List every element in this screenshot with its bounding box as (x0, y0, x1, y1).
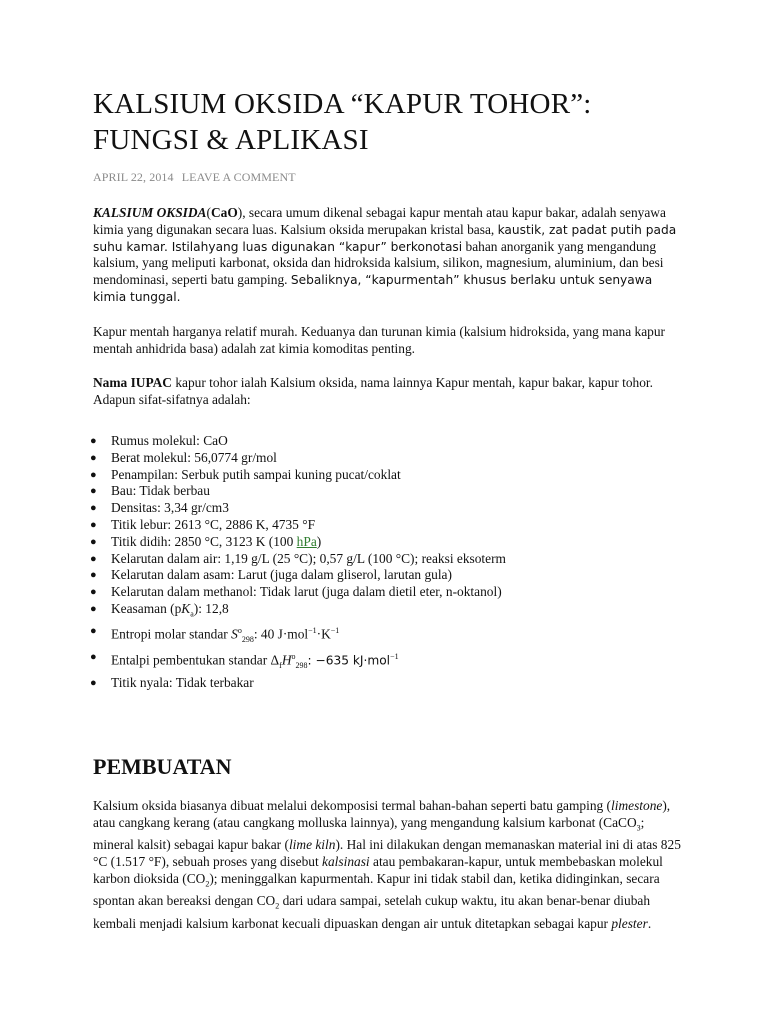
post-meta (93, 170, 683, 185)
body-text: ), atau cangkang kerang (atau cangkang molluska lainnya), yang mengandung kalsium karbonat (CaCO (93, 798, 671, 830)
list-item (90, 600, 683, 623)
post-date[interactable]: APRIL 22, 2014 (93, 170, 174, 184)
price-paragraph: Kapur mentah harganya relatif murah. Keduanya dan turunan kimia (kalsium hidroksida, yang mana kapur mentah anhidrida basa) adalah zat kimia komoditas penting. (93, 323, 666, 356)
prop-symbol: Δ (270, 652, 280, 668)
prop-symbol: S (231, 626, 238, 642)
prop-text: Titik didih: 2850 °C, 3123 K (100 (111, 533, 297, 549)
body-italic: plester (611, 915, 648, 931)
prop-superscript: o (291, 652, 296, 662)
intro-paragraph (93, 205, 683, 306)
prop-text: Kelarutan dalam methanol: Tidak larut (juga dalam dietil eter, n-oktanol) (111, 584, 502, 600)
intro-text-b: kaustik, zat padat putih pada suhu kamar. Istilahyang luas digunakan “kapur” berkonotasi (93, 222, 677, 254)
prop-superscript: −1 (390, 652, 399, 662)
bullet-icon: ● (90, 485, 97, 498)
bullet-icon: ● (90, 677, 97, 690)
bullet-icon: ● (90, 518, 97, 531)
body-text: . (647, 915, 652, 931)
prop-text: ·K (316, 626, 331, 642)
prop-superscript: o (237, 626, 242, 636)
list-item (90, 466, 683, 484)
hpa-link[interactable]: hPa (296, 533, 317, 549)
prop-text: Penampilan: Serbuk putih sampai kuning pucat/coklat (111, 466, 401, 482)
body-text: ; mineral kalsit) sebagai kapur bakar ( (93, 814, 645, 853)
leave-comment-link[interactable]: LEAVE A COMMENT (181, 170, 296, 184)
list-item (90, 432, 683, 450)
prop-text: Kelarutan dalam air: 1,19 g/L (25 °C); 0,57 g/L (100 °C); reaksi eksoterm (111, 550, 506, 566)
list-item (90, 675, 683, 692)
prop-text: Kelarutan dalam asam: Larut (juga dalam gliserol, larutan gula) (111, 567, 452, 583)
intro-text-a: ), secara umum dikenal sebagai kapur mentah atau kapur bakar, adalah senyawa kimia yang digunakan secara luas. Kalsium oksida merupakan kristal basa, (93, 205, 666, 237)
list-item (90, 649, 683, 675)
intro-formula: CaO (210, 205, 238, 220)
intro-text-d: Sebaliknya, “kapurmentah” khusus berlaku untuk senyawa kimia tunggal. (93, 273, 653, 304)
list-item (90, 584, 683, 601)
article (90, 86, 683, 933)
bullet-icon: ● (90, 569, 97, 582)
iupac-text: kapur tohor ialah Kalsium oksida, nama lainnya Kapur mentah, kapur bakar, kapur tohor. Adapun sifat-sifatnya adalah: (93, 375, 654, 408)
bullet-icon: ● (90, 451, 97, 464)
prop-text: Entropi molar standar (111, 626, 232, 642)
intro-open-paren: ( (206, 205, 211, 220)
body-text: ). Hal ini dilakukan dengan memanaskan material ini di atas 825 °C (1.517 °F), sebuah proses yang disebut (93, 837, 681, 870)
list-item (90, 550, 683, 568)
prop-text: Entalpi pembentukan standar (111, 652, 271, 668)
bullet-icon: ● (90, 625, 97, 638)
body-text: atau pembakaran-kapur, untuk membebaskan molekul karbon dioksida (CO (93, 854, 663, 886)
prop-text: Titik lebur: 2613 °C, 2886 K, 4735 °F (111, 516, 316, 532)
prop-subscript: f (279, 661, 282, 671)
prop-text: ): 12,8 (193, 600, 229, 616)
intro-term: KALSIUM OKSIDA (93, 205, 207, 220)
prop-text: ) (316, 533, 322, 549)
bullet-icon: ● (90, 434, 97, 447)
list-item (90, 483, 683, 500)
prop-text: Densitas: 3,34 gr/cm3 (111, 500, 229, 516)
list-item (90, 623, 683, 649)
prop-text: : −635 kJ·mol (307, 653, 391, 668)
prop-text: : 40 J·mol (253, 626, 309, 642)
prop-text: Rumus molekul: CaO (111, 432, 228, 448)
prop-superscript: −1 (330, 626, 340, 636)
bullet-icon: ● (90, 502, 97, 515)
bullet-icon: ● (90, 468, 97, 481)
prop-symbol: H (281, 652, 292, 668)
prop-text: Berat molekul: 56,0774 gr/mol (111, 449, 277, 465)
section-heading: PEMBUATAN (93, 754, 232, 780)
prop-text: Bau: Tidak berbau (111, 483, 210, 499)
body-text: Kalsium oksida biasanya dibuat melalui dekomposisi termal bahan-bahan seperti batu gamping ( (93, 798, 612, 814)
bullet-icon: ● (90, 535, 97, 548)
list-item (90, 500, 683, 517)
list-item (90, 533, 683, 551)
article-title: KALSIUM OKSIDA “KAPUR TOHOR”: FUNGSI & APLIKASI (93, 88, 592, 156)
bullet-icon: ● (90, 552, 97, 565)
body-italic: lime kiln (288, 837, 336, 853)
bullet-icon: ● (90, 602, 97, 615)
body-italic: limestone (611, 798, 663, 814)
prop-subscript: 298 (295, 661, 308, 671)
intro-text-c: bahan anorganik yang mengandung kalsium, yang meliputi karbonat, oksida dan hidroksida kalsium, silikon, magnesium, aluminium, dan besi mendominasi, seperti batu gamping. (93, 238, 664, 288)
list-item (90, 516, 683, 534)
list-item (90, 449, 683, 467)
prop-symbol: K (181, 600, 191, 616)
bullet-icon: ● (90, 651, 97, 664)
body-text: dari udara sampai, setelah cukup waktu, itu akan benar-benar diubah kembali menjadi kalsium karbonat kecuali dipuaskan dengan air untuk ditetapkan sebagai kapur (93, 893, 651, 931)
prop-text: Titik nyala: Tidak terbakar (111, 675, 254, 691)
iupac-paragraph (93, 375, 683, 409)
prop-subscript: 298 (241, 635, 254, 645)
prop-text: Keasaman (p (111, 600, 182, 616)
body-text: ); meninggalkan kapurmentah. Kapur ini tidak stabil dan, ketika didinginkan, secara spontan akan bereaksi dengan CO (93, 870, 660, 909)
iupac-label: Nama IUPAC (93, 375, 172, 391)
list-item (90, 567, 683, 584)
production-paragraph (93, 798, 683, 933)
prop-subscript: a (190, 609, 194, 619)
properties-list (90, 432, 683, 692)
body-italic: kalsinasi (322, 854, 370, 870)
body-subscript: 2 (205, 879, 210, 889)
body-subscript: 3 (636, 823, 641, 833)
body-subscript: 2 (275, 902, 280, 912)
prop-superscript: −1 (308, 626, 317, 636)
bullet-icon: ● (90, 586, 97, 599)
